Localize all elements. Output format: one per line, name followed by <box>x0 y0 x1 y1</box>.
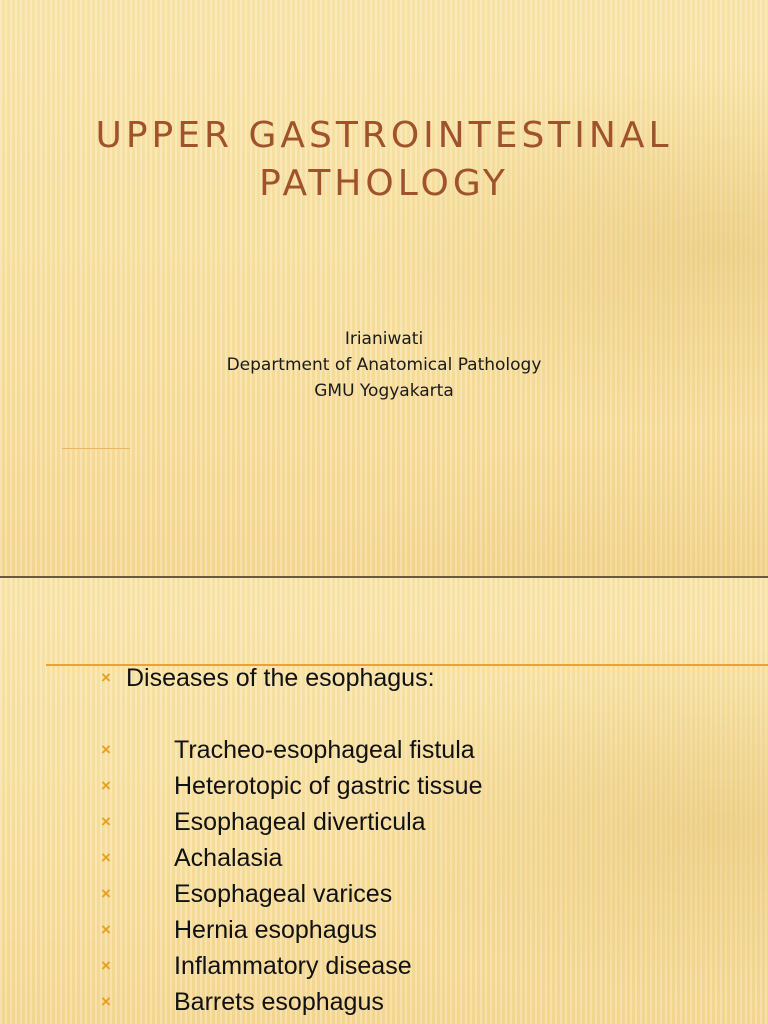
slide-title <box>40 112 728 208</box>
bullet-x-icon: × <box>101 992 111 1011</box>
bullet-x-icon: × <box>101 884 111 903</box>
list-item-text: Esophageal varices <box>174 880 393 908</box>
bullet-x-icon: × <box>101 848 111 867</box>
list-item-text: Barrets esophagus <box>174 988 384 1016</box>
list-item-text: Inflammatory disease <box>174 952 412 980</box>
list-item-text: Esophageal diverticula <box>174 808 426 836</box>
title-line-2: PATHOLOGY <box>259 163 509 204</box>
institution-name: GMU Yogyakarta <box>314 381 454 401</box>
list-heading-text: Diseases of the esophagus: <box>126 664 435 692</box>
department-name: Department of Anatomical Pathology <box>226 355 542 375</box>
list-item-text: Heterotopic of gastric tissue <box>174 772 483 800</box>
list-item-text: Achalasia <box>174 844 283 872</box>
bullet-x-icon: × <box>101 956 111 975</box>
author-block <box>100 326 668 404</box>
title-line-1: UPPER GASTROINTESTINAL <box>95 115 673 156</box>
bullet-x-icon: × <box>101 668 111 687</box>
list-item-text: Tracheo-esophageal fistula <box>174 736 475 764</box>
bullet-x-icon: × <box>101 776 111 795</box>
accent-line <box>62 448 130 449</box>
author-name: Irianiwati <box>344 329 424 349</box>
list-item-text: Hernia esophagus <box>174 916 377 944</box>
slide-2 <box>0 578 768 1024</box>
bullet-x-icon: × <box>101 812 111 831</box>
bullet-x-icon: × <box>101 740 111 759</box>
bullet-x-icon: × <box>101 920 111 939</box>
